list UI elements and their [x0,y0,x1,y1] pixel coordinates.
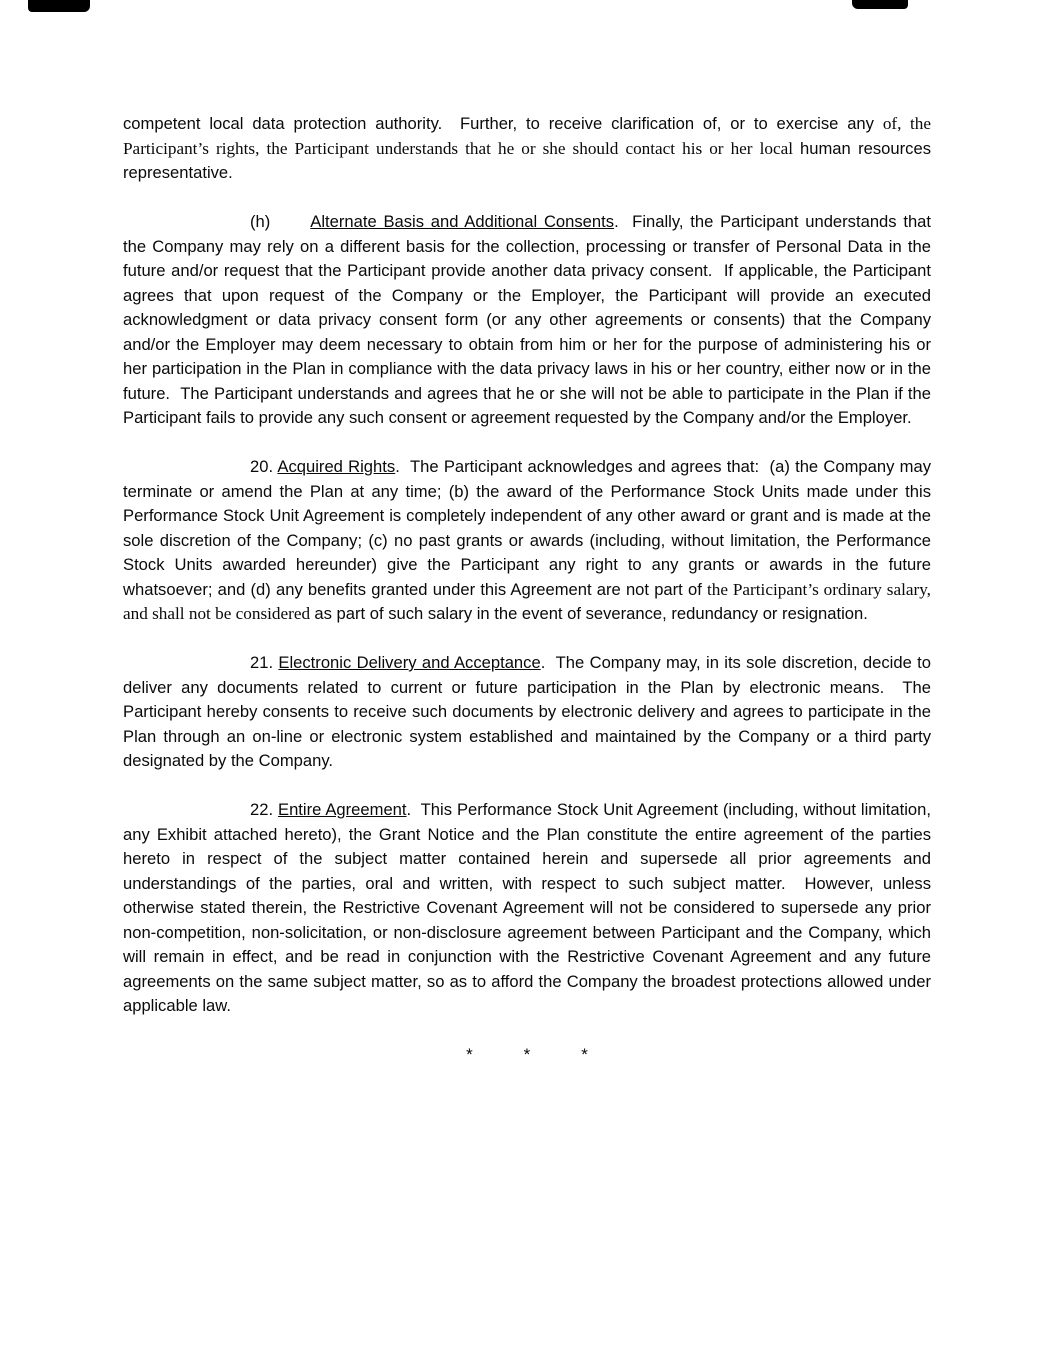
paragraph [123,798,931,1019]
text-segment: 22. [250,800,278,819]
text-segment: of, the Participant’s rights, the Participant understands that he or she should contact his or her local [123,114,931,158]
text-segment: 21. [250,653,279,672]
document-body [123,112,931,1068]
section-heading: Electronic Delivery and Acceptance [278,653,541,672]
text-segment: . This Performance Stock Unit Agreement (including, without limitation, any Exhibit attached hereto), the Grant Notice and the Plan constitute the entire agreement of the parties hereto in respect of the subject matter contained herein and supersede all prior agreements and understandings of the parties, oral and written, with respect to such subject matter. However, unless otherwise stated therein, the Restrictive Covenant Agreement will not be considered to supersede any prior non-competition, non-solicitation, or non-disclosure agreement between Participant and the Company, which will remain in effect, and be read in conjunction with the Restrictive Covenant Agreement and any future agreements on the same subject matter, so as to afford the Company the broadest protections allowed under applicable law. [123,800,931,1015]
section-heading: Entire Agreement [278,800,407,819]
scan-artifact-top-right [852,0,908,9]
text-segment: competent local data protection authority. Further, to receive clarification of, or to exercise any [123,114,883,133]
text-segment: . Finally, the Participant understands that the Company may rely on a different basis for the collection, processing or transfer of Personal Data in the future and/or request that the Participant provide another data privacy consent. If applicable, the Participant agrees that upon request of the Company or the Employer, the Participant will provide an executed acknowledgment or data privacy consent form (or any other agreements or consents) that the Company and/or the Employer may deem necessary to obtain from him or her for the purpose of administering his or her participation in the Plan in compliance with the data privacy laws in his or her country, either now or in the future. The Participant understands and agrees that he or she will not be able to participate in the Plan if the Participant fails to provide any such consent or agreement requested by the Company and/or the Employer. [123,212,932,427]
text-segment: . The Participant acknowledges and agrees that: (a) the Company may terminate or amend the Plan at any time; (b) the award of the Performance Stock Units made under this Performance Stock Unit Agreement is completely independent of any other award or grant and is made at the sole discretion of the Company; (c) no past grants or awards (including, without limitation, the Performance Stock Units awarded hereunder) give the Participant any right to any grants or awards in the future whatsoever; and (d) any benefits granted under this Agreement are not part of [123,457,932,599]
text-segment: (h) [250,212,271,231]
paragraph [123,112,931,186]
asterisk-separator: * * * [466,1045,588,1064]
section-heading: Acquired Rights [277,457,396,476]
paragraph [123,210,931,431]
text-segment: the Participant’s ordinary salary, and shall not be considered [123,579,931,623]
text-segment: . The Company may, in its sole discretion, decide to deliver any documents related to current or future participation in the Plan by electronic means. The Participant hereby consents to receive such documents by electronic delivery and agrees to participate in the Plan through an on-line or electronic system established and maintained by the Company or a third party designated by the Company. [123,653,931,770]
text-segment: 20. [250,457,278,476]
scan-artifact-top-left [28,0,90,12]
section-heading: Alternate Basis and Additional Consents [310,212,615,231]
text-segment: as part of such salary in the event of severance, redundancy or resignation. [314,604,868,623]
paragraph [123,455,931,627]
text-segment: human resources representative. [123,138,931,182]
paragraph [123,651,931,774]
